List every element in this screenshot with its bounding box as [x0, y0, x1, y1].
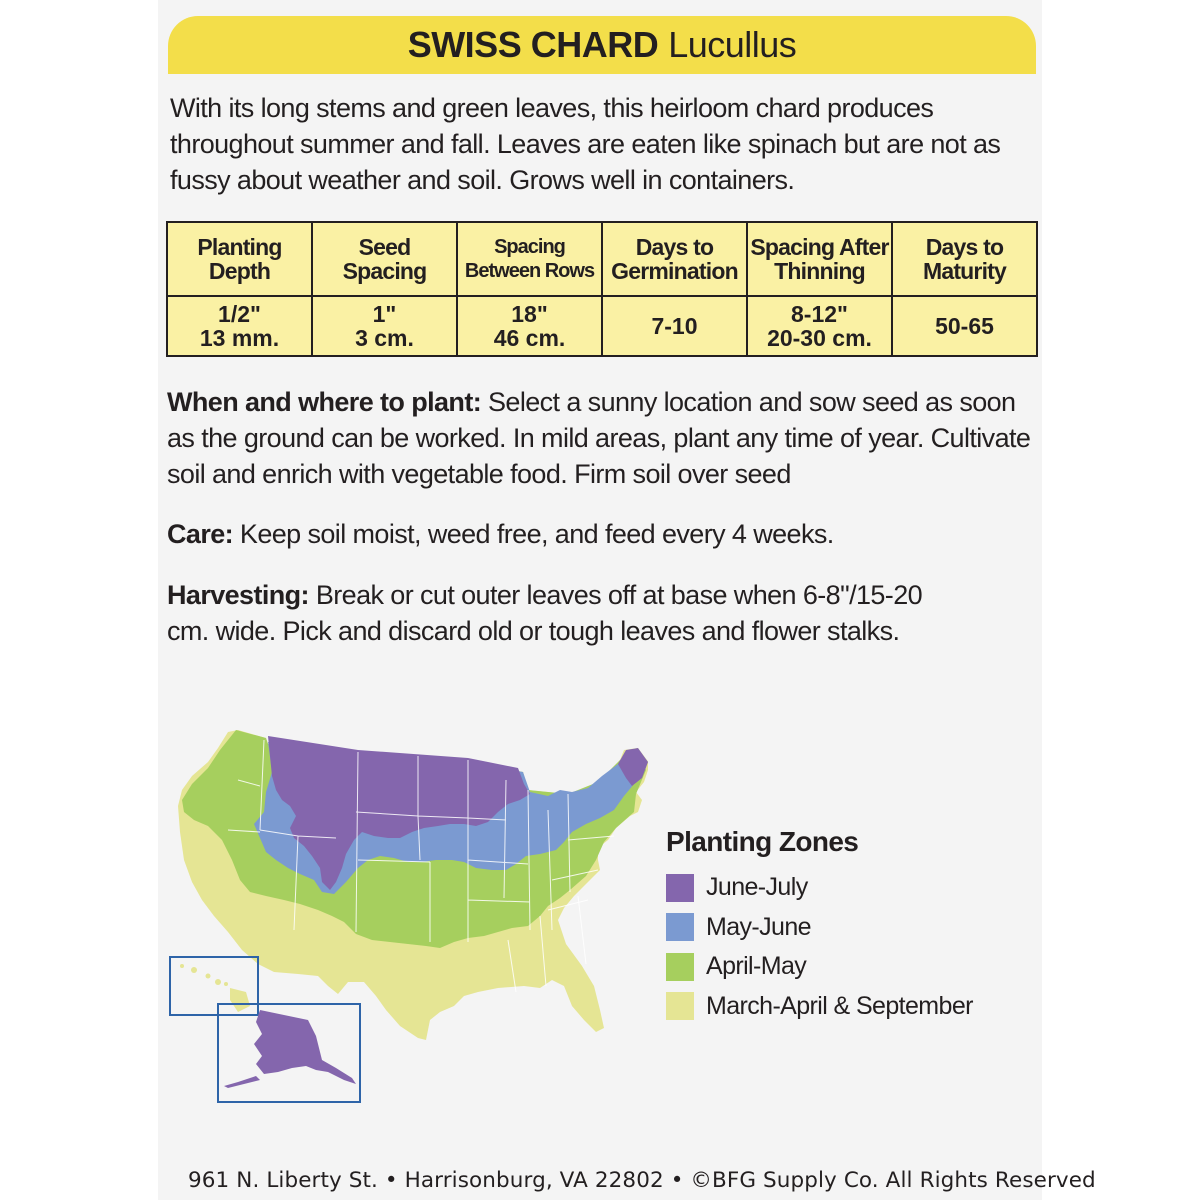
- harvesting-text: Break or cut outer leaves off at base when 6-8"/15-20 cm. wide. Pick and discard old or tough leaves and flower stalks.: [167, 580, 923, 646]
- us-map-graphic: [168, 720, 648, 1110]
- crop-name: SWISS CHARD: [407, 24, 659, 65]
- swatch-green: [666, 953, 694, 981]
- header-seed-spacing: Seed Spacing: [312, 222, 457, 296]
- intro-description: With its long stems and green leaves, this heirloom chard produces throughout summer and fall. Leaves are eaten like spinach but are not as fussy about weather and soil. Grows well in containers.: [170, 93, 1001, 195]
- variety-name: Lucullus: [668, 24, 797, 65]
- care-paragraph: [167, 516, 1037, 552]
- value-days-to-germination: 7-10: [602, 296, 747, 356]
- care-label: Care:: [167, 519, 234, 549]
- alaska-island-chain: [224, 1076, 260, 1088]
- planting-zones-legend: [666, 826, 1026, 1026]
- legend-item-march-april-september: March-April & September: [666, 987, 1026, 1027]
- header-spacing-after-thinning: Spacing After Thinning: [747, 222, 892, 296]
- value-spacing-between-rows: 18" 46 cm.: [457, 296, 602, 356]
- header-planting-depth: Planting Depth: [167, 222, 312, 296]
- care-text: Keep soil moist, weed free, and feed every 4 weeks.: [233, 519, 834, 549]
- harvesting-label: Harvesting:: [167, 580, 309, 610]
- when-where-paragraph: [167, 384, 1037, 492]
- swatch-blue: [666, 913, 694, 941]
- when-where-text: Select a sunny location and sow seed as soon as the ground can be worked. In mild areas, plant any time of year. Cultivate soil and enrich with vegetable food. Firm soil over seed: [167, 387, 1031, 489]
- alaska-shape: [254, 1010, 356, 1084]
- legend-title: Planting Zones: [666, 826, 859, 857]
- legend-item-april-may: April-May: [666, 947, 1026, 987]
- value-spacing-after-thinning: 8-12" 20-30 cm.: [747, 296, 892, 356]
- title-bar: [168, 16, 1036, 74]
- table-value-row: [167, 296, 1037, 356]
- when-where-label: When and where to plant:: [167, 387, 482, 417]
- header-spacing-between-rows: Spacing Between Rows: [457, 222, 602, 296]
- swatch-yellow: [666, 992, 694, 1020]
- value-seed-spacing: 1" 3 cm.: [312, 296, 457, 356]
- swatch-purple: [666, 874, 694, 902]
- table-header-row: [167, 222, 1037, 296]
- value-days-to-maturity: 50-65: [892, 296, 1037, 356]
- planting-info-table: [166, 221, 1038, 357]
- header-days-to-maturity: Days to Maturity: [892, 222, 1037, 296]
- legend-item-may-june: May-June: [666, 908, 1026, 948]
- value-planting-depth: 1/2" 13 mm.: [167, 296, 312, 356]
- harvesting-paragraph: [167, 577, 947, 649]
- footer-address: 961 N. Liberty St. • Harrisonburg, VA 22802 • ©BFG Supply Co. All Rights Reserved: [188, 1168, 1096, 1193]
- legend-item-june-july: June-July: [666, 868, 1026, 908]
- planting-zone-map: [168, 720, 648, 1110]
- header-days-to-germination: Days to Germination: [602, 222, 747, 296]
